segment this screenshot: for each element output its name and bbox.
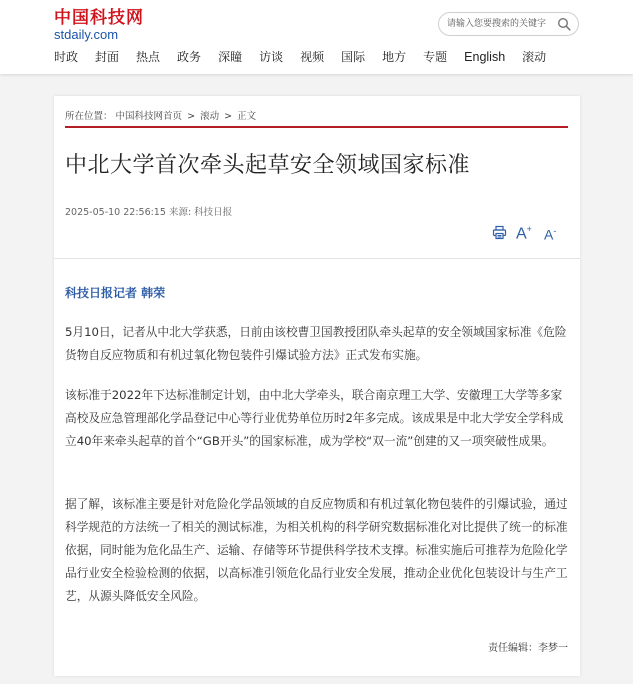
- article-card: [54, 96, 580, 676]
- breadcrumb-separator: >: [224, 111, 233, 122]
- article-paragraph: 该标准于2022年下达标准制定计划，由中北大学牵头，联合南京理工大学、安徽理工大学等多家高校及应急管理部化学品登记中心等行业优势单位历时2年多完成。该成果是中北大学安全学科成立40年来牵头起草的首个“GB开头”的国家标准，成为学校“双一流”创建的又一项突破性成果。: [65, 388, 564, 448]
- logo-chinese: 中国科技网: [54, 8, 144, 28]
- font-increase-button[interactable]: [516, 224, 532, 243]
- responsible-editor: 责任编辑：李梦一: [488, 643, 568, 654]
- logo-domain: stdaily.com: [54, 27, 119, 42]
- search-box: [438, 12, 579, 36]
- nav-item-redian[interactable]: 热点: [136, 50, 161, 64]
- article-author: 科技日报记者 韩荣: [65, 286, 166, 300]
- nav-item-zhuanti[interactable]: 专题: [423, 50, 448, 64]
- breadcrumb-current: 正文: [237, 111, 257, 122]
- breadcrumb: [65, 108, 256, 122]
- main-nav: [54, 48, 563, 66]
- font-decrease-mark: -: [553, 226, 557, 236]
- font-decrease-button[interactable]: [544, 226, 556, 243]
- article-datetime: 2025-05-10 22:56:15: [65, 207, 166, 218]
- font-decrease-letter: A: [544, 226, 554, 243]
- nav-item-shizheng[interactable]: 时政: [54, 50, 79, 64]
- source-label: 来源:: [168, 207, 192, 218]
- article-title: 中北大学首次牵头起草安全领域国家标准: [65, 153, 471, 178]
- printer-icon[interactable]: [492, 225, 507, 240]
- nav-item-fengmian[interactable]: 封面: [95, 50, 120, 64]
- nav-item-guoji[interactable]: 国际: [341, 50, 366, 64]
- nav-item-shentong[interactable]: 深瞳: [218, 50, 243, 64]
- breadcrumb-section-link[interactable]: 滚动: [200, 111, 220, 122]
- nav-item-difang[interactable]: 地方: [382, 50, 407, 64]
- search-icon[interactable]: [557, 17, 571, 31]
- nav-item-english[interactable]: English: [464, 50, 506, 64]
- article-paragraph: 5月10日，记者从中北大学获悉，日前由该校曹卫国教授团队牵头起草的安全领域国家标准《危险货物自反应物质和有机过氧化物包装件引爆试验方法》正式发布实施。: [65, 325, 567, 362]
- nav-item-shipin[interactable]: 视频: [300, 50, 325, 64]
- breadcrumb-separator: >: [187, 111, 196, 122]
- nav-item-fangtan[interactable]: 访谈: [259, 50, 284, 64]
- site-logo[interactable]: [54, 9, 144, 42]
- article-paragraph: 据了解，该标准主要是针对危险化学品领域的自反应物质和有机过氧化物包装件的引爆试验，通过科学规范的方法统一了相关的测试标准，为相关机构的科学研究数据标准化对比提供了统一的标准依据，同时能为危化品生产、运输、存储等环节提供科学技术支撑。标准实施后可推荐为危险化学品行业安全检验检测的依据，以高标准引领危化品行业安全发展，推动企业优化包装设计与生产工艺，从源头降低安全风险。: [65, 497, 568, 603]
- article-meta: [65, 204, 232, 218]
- content-divider: [54, 258, 580, 259]
- nav-item-gundong[interactable]: 滚动: [522, 50, 547, 64]
- title-divider: [65, 126, 568, 128]
- search-input[interactable]: [447, 16, 547, 32]
- nav-item-zhengwu[interactable]: 政务: [177, 50, 202, 64]
- font-increase-letter: A: [516, 225, 527, 243]
- breadcrumb-prefix: 所在位置：: [65, 111, 113, 122]
- article-source: 科技日报: [194, 207, 233, 218]
- font-increase-mark: +: [526, 224, 532, 234]
- site-header: [0, 0, 633, 74]
- breadcrumb-home-link[interactable]: 中国科技网首页: [115, 111, 183, 122]
